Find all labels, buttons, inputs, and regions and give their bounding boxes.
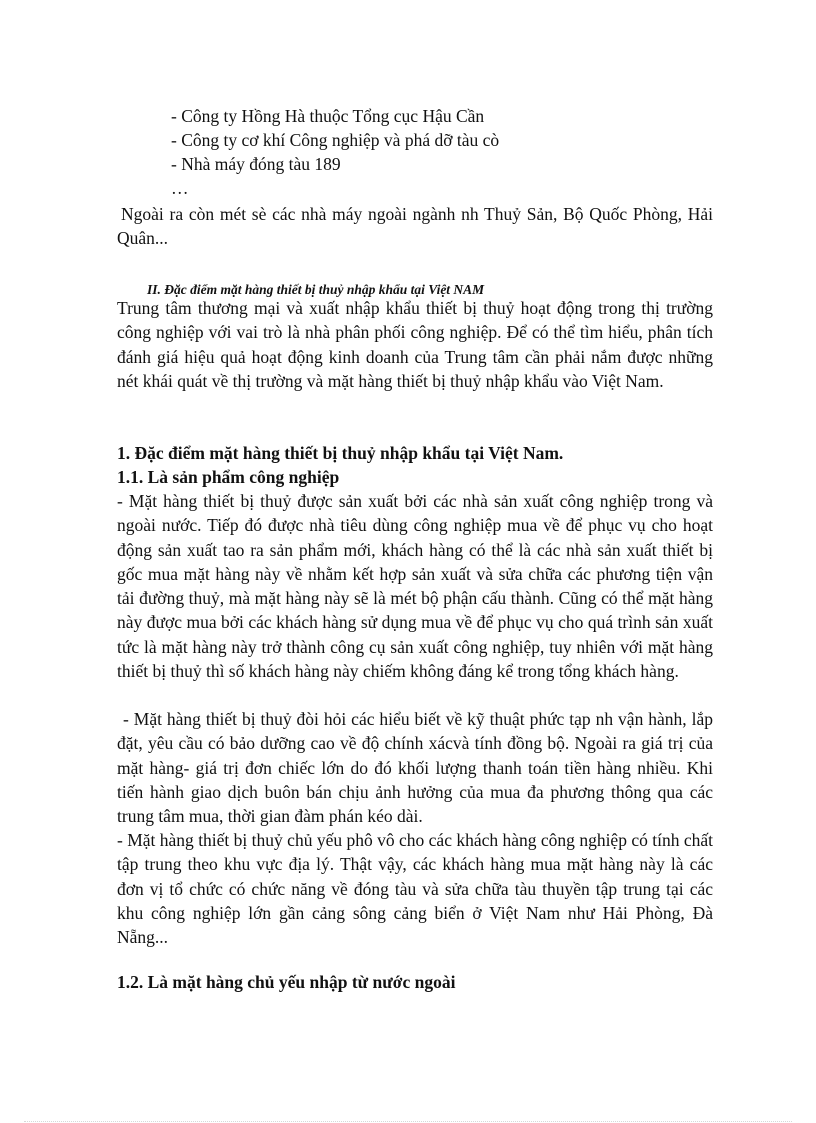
heading-1-1: 1.1. Là sản phẩm công nghiệp [117, 467, 340, 487]
paragraph-other-factories: Ngoài ra còn mét sè các nhà máy ngoài ngành nh Thuỷ Sản, Bộ Quốc Phòng, Hải Quân... [117, 204, 713, 249]
paragraph-customer-concentration: - Mặt hàng thiết bị thuỷ chủ yếu phô vô cho các khách hàng công nghiệp có tính chất tập trung theo khu vực địa lý. Thật vậy, các khách hàng mua mặt hàng này là các đơn vị tổ chức có chức năng về đóng tàu và sửa chữa tàu thuyền tập trung tại các khu công nghiệp lớn gần cảng sông cảng biển ở Việt Nam như Hải Phòng, Đà Nẵng... [117, 830, 713, 948]
list-item: - Công ty Hồng Hà thuộc Tổng cục Hậu Cần [171, 106, 485, 126]
heading-1: 1. Đặc điểm mặt hàng thiết bị thuỷ nhập khẩu tại Việt Nam. [117, 443, 564, 463]
page-divider [24, 1121, 792, 1122]
list-item: … [171, 178, 189, 198]
heading-1-2: 1.2. Là mặt hàng chủ yếu nhập từ nước ngoài [117, 972, 456, 992]
section-heading: II. Đặc điểm mặt hàng thiết bị thuỷ nhập khẩu tại Việt NAM [147, 282, 485, 297]
paragraph-intro: Trung tâm thương mại và xuất nhập khẩu thiết bị thuỷ hoạt động trong thị trường công nghiệp với vai trò là nhà phân phối công nghiệp. Để có thể tìm hiểu, phân tích đánh giá hiệu quả hoạt động kinh doanh của Trung tâm cần phải nắm được những nét khái quát về thị trường và mặt hàng thiết bị thuỷ nhập khẩu vào Việt Nam. [117, 298, 713, 391]
paragraph-industrial-product: - Mặt hàng thiết bị thuỷ được sản xuất bởi các nhà sản xuất công nghiệp trong và ngoài nước. Tiếp đó được nhà tiêu dùng công nghiệp mua về để phục vụ cho hoạt động sản xuất tao ra sản phẩm mới, khách hàng có thể là các nhà sản xuất thiết bị gốc mua mặt hàng này về nhằm kết hợp sản xuất và sửa chữa các phương tiện vận tải đường thuỷ, mà mặt hàng này sẽ là mét bộ phận cấu thành. Cũng có thể mặt hàng này được mua bởi các khách hàng sử dụng mua về để phục vụ cho quá trình sản xuất tức là mặt hàng này trở thành công cụ sản xuất công nghiệp, tuy nhiên với mặt hàng thiết bị thuỷ thì số khách hàng này chiếm không đáng kể trong tổng khách hàng. [117, 491, 713, 682]
paragraph-technical-requirements: - Mặt hàng thiết bị thuỷ đòi hỏi các hiểu biết về kỹ thuật phức tạp nh vận hành, lắp đặt, yêu cầu có bảo dưỡng cao về độ chính xácvà tính đồng bộ. Ngoài ra giá trị của mặt hàng- giá trị đơn chiếc lớn do đó khối lượng thanh toán tiền hàng nhiều. Khi tiến hành giao dịch buôn bán chịu ảnh hưởng của mua đa phương thông qua các trung tâm mua, thời gian đàm phán kéo dài. [117, 709, 713, 827]
company-list [171, 104, 671, 200]
list-item: - Nhà máy đóng tàu 189 [171, 154, 341, 174]
list-item: - Công ty cơ khí Công nghiệp và phá dỡ tàu cò [171, 130, 500, 150]
